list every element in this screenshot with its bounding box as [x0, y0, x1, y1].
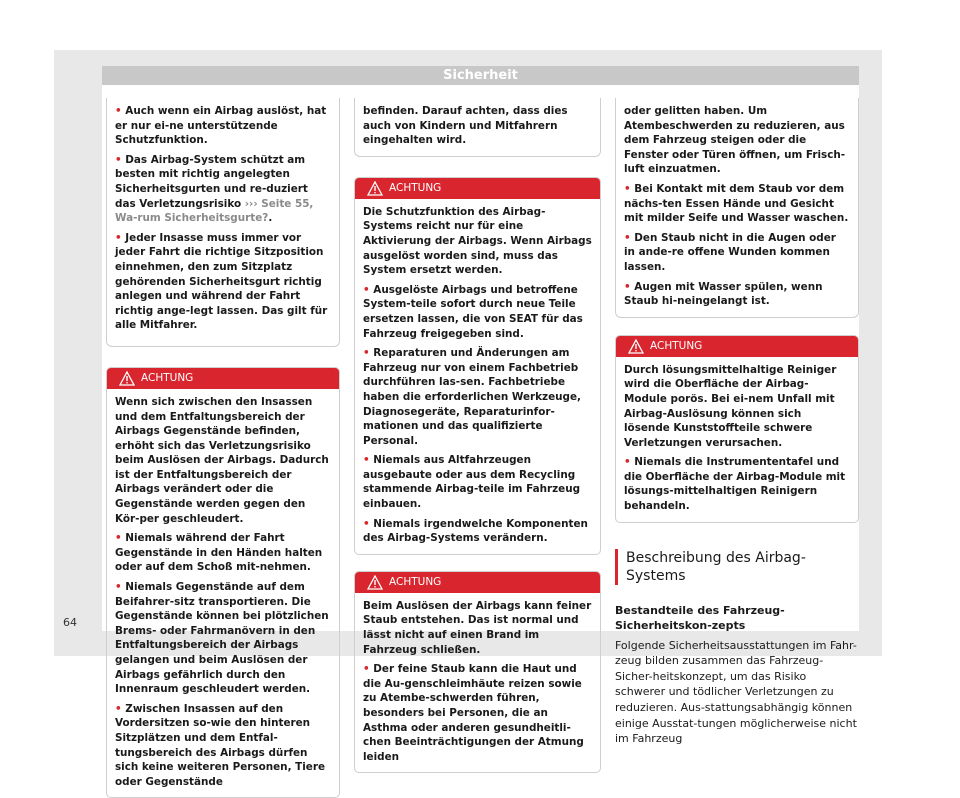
list-item: • Bei Kontakt mit dem Staub vor dem nächs-ten Essen Hände und Gesicht mit milder Seife und Wasser waschen.	[624, 182, 849, 225]
warning-header	[616, 336, 858, 357]
bullet-icon: •	[363, 347, 370, 360]
bullet-icon: •	[624, 231, 631, 244]
list-item: • Niemals während der Fahrt Gegenstände in den Händen halten oder auf dem Schoß mit-nehmen.	[115, 532, 323, 574]
warning-triangle-icon	[367, 181, 383, 196]
continued-warning-box	[615, 98, 859, 318]
warning-text: Beim Auslösen der Airbags kann feiner Staub entstehen. Das ist normal und lässt nicht auf einen Brand im Fahrzeug schließen.	[363, 599, 592, 656]
list-item: • Zwischen Insassen auf den Vordersitzen so-wie den hinteren Sitzplätzen und dem Entfal-tungsbereich des Airbags dürfen sich keine weiteren Personen, Tiere oder Gegenstände	[115, 702, 326, 788]
bullet-icon: •	[363, 454, 370, 467]
chapter-header: Sicherheit	[102, 66, 859, 85]
warning-box-4	[615, 335, 859, 523]
warning-triangle-icon	[628, 339, 644, 354]
warning-label: ACHTUNG	[141, 371, 194, 384]
bullet-icon: •	[115, 105, 122, 117]
warning-text: Wenn sich zwischen den Insassen und dem Entfaltungsbereich der Airbags Gegenstände befinden, erhöht sich das Verletzungsrisiko beim Auslösen der Airbags. Dadurch ist der Entfaltungsbereich der Airbags verändert oder die Gegenstände werden gegen den Kör-per geschleudert.	[115, 395, 329, 525]
list-item: • Niemals Gegenstände auf dem Beifahrer-sitz transportieren. Die Gegenstände können bei plötzlichen Brems- oder Fahrmanövern in den Entfaltungsbereich der Airbags gelangen und beim Auslösen der Airbags gefährlich durch den Innenraum geschleudert werden.	[115, 581, 329, 696]
subheading: Bestandteile des Fahrzeug-Sicherheitskon-zepts	[615, 603, 785, 632]
body-text: Folgende Sicherheitsausstattungen im Fahr-zeug bilden zusammen das Fahrzeug-Sicher-heitskonzept, um das Risiko schwerer und tödlicher Verletzungen zu reduzieren. Aus-stattungsabhängig können einige Ausstat-tungen möglicherweise nicht im Fahrzeug	[615, 638, 857, 746]
continued-warning-box	[354, 98, 601, 157]
warning-header	[107, 368, 339, 389]
warning-box-2	[354, 177, 601, 555]
section-title: Beschreibung des Airbag-Systems	[615, 549, 859, 585]
list-item: • Ausgelöste Airbags und betroffene System-teile sofort durch neue Teile ersetzen lassen, die von SEAT für das Fahrzeug freigegeben sind.	[363, 283, 583, 340]
bullet-icon: •	[363, 283, 370, 296]
warning-text: Durch lösungsmittelhaltige Reiniger wird die Oberfläche der Airbag-Module porös. Bei ei-nem Unfall mit Airbag-Auslösung können sich lösende Kunststoffteile schwere Verletzungen verursachen.	[624, 363, 837, 449]
cross-reference-link[interactable]: Seite 55, Wa-rum Sicherheitsgurte?	[115, 197, 314, 225]
warning-label: ACHTUNG	[650, 339, 703, 352]
bullet-icon: •	[115, 231, 122, 244]
list-item: • Der feine Staub kann die Haut und die Au-genschleimhäute reizen sowie zu Atembe-schwerden führen, besonders bei Personen, die an Asthma oder anderen gesundheitli-chen Beeinträchtigungen der Atmung leiden	[363, 663, 584, 763]
bullet-icon: •	[115, 153, 122, 166]
list-item: • Augen mit Wasser spülen, wenn Staub hi-neingelangt ist.	[624, 280, 823, 308]
page-number: 64	[63, 616, 77, 629]
continued-text: befinden. Darauf achten, dass dies auch von Kindern und Mitfahrern eingehalten wird.	[363, 105, 568, 147]
warning-label: ACHTUNG	[389, 575, 442, 588]
bullet-icon: •	[624, 280, 631, 293]
warning-header	[355, 572, 600, 593]
bullet-icon: •	[115, 702, 122, 715]
list-item: • Jeder Insasse muss immer vor jeder Fahrt die richtige Sitzposition einnehmen, den zum Sitzplatz gehörenden Sicherheitsgurt richtig anlegen und während der Fahrt richtig ange-legt lassen. Das gilt für alle Mitfahrer.	[115, 231, 328, 332]
bullet-icon: •	[624, 456, 631, 469]
warning-box-1	[106, 367, 340, 798]
list-item: • Reparaturen und Änderungen am Fahrzeug nur von einem Fachbetrieb durchführen las-sen. Fachbetriebe haben die erforderlichen Werkzeuge, Diagnosegeräte, Reparaturinfor-mationen und das qualifizierte Personal.	[363, 347, 581, 447]
warning-header	[355, 178, 600, 199]
list-item: • Niemals die Instrumententafel und die Oberfläche der Airbag-Module mit lösungs-mittelhaltigen Reinigern behandeln.	[624, 456, 846, 513]
column-3	[615, 98, 859, 747]
list-item: • Das Airbag-System schützt am besten mit richtig angelegten Sicherheitsgurten und re-duziert das Verletzungsrisiko ››› Seite 55, Wa-rum Sicherheitsgurte?.	[115, 153, 314, 225]
bullet-icon: •	[115, 581, 122, 594]
bullet-icon: •	[115, 532, 122, 545]
warning-triangle-icon	[119, 371, 135, 386]
column-2	[354, 98, 601, 773]
intro-notes-box	[106, 98, 340, 347]
warning-triangle-icon	[367, 575, 383, 590]
cross-reference-arrow[interactable]: ›››	[244, 197, 258, 210]
warning-label: ACHTUNG	[389, 181, 442, 194]
bullet-icon: •	[363, 663, 370, 676]
warning-box-3	[354, 571, 601, 774]
bullet-icon: •	[363, 517, 370, 530]
list-item: • Auch wenn ein Airbag auslöst, hat er nur ei-ne unterstützende Schutzfunktion.	[115, 105, 327, 147]
list-item: • Niemals irgendwelche Komponenten des Airbag-Systems verändern.	[363, 517, 588, 545]
bullet-icon: •	[624, 182, 631, 195]
list-item: • Den Staub nicht in die Augen oder in ande-re offene Wunden kommen lassen.	[624, 231, 836, 273]
column-1	[106, 98, 340, 798]
list-item: • Niemals aus Altfahrzeugen ausgebaute oder aus dem Recycling stammende Airbag-teile im Fahrzeug einbauen.	[363, 454, 581, 511]
continued-text: oder gelitten haben. Um Atembeschwerden zu reduzieren, aus dem Fahrzeug steigen oder die Fenster oder Türen öffnen, um Frisch-luft einzuatmen.	[624, 105, 846, 176]
warning-text: Die Schutzfunktion des Airbag-Systems reicht nur für eine Aktivierung der Airbags. Wenn Airbags ausgelöst worden sind, muss das System ersetzt werden.	[363, 205, 592, 277]
